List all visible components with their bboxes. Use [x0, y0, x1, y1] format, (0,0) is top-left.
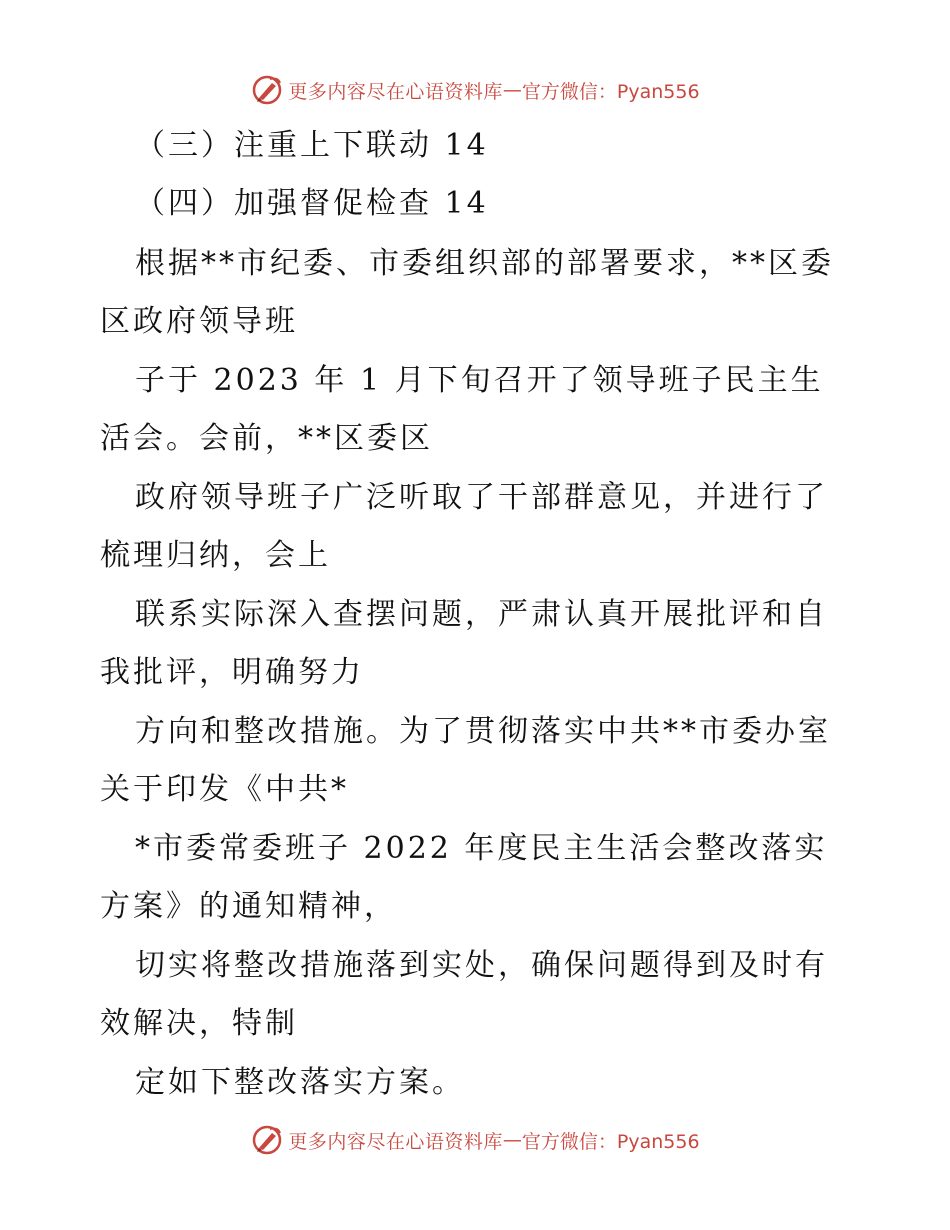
body-line: 我批评，明确努力 — [100, 655, 364, 690]
body-line: 梳理归纳，会上 — [100, 538, 331, 573]
body-line: 联系实际深入查摆问题，严肃认真开展批评和自 — [135, 597, 828, 632]
watermark-text: 更多内容尽在心语资料库 — [288, 1130, 503, 1153]
footer-watermark — [0, 1122, 950, 1158]
pen-in-circle-icon — [250, 1123, 284, 1157]
watermark-dash: — — [502, 1129, 522, 1151]
body-line: 方向和整改措施。为了贯彻落实中共**市委办室 — [135, 714, 831, 749]
toc-item: （四）加强督促检查 14 — [135, 186, 489, 221]
body-line: 方案》的通知精神， — [100, 889, 397, 924]
body-line: 定如下整改落实方案。 — [135, 1065, 465, 1100]
watermark-contact: 官方微信：Pyan556 — [521, 80, 700, 103]
header-watermark — [0, 72, 950, 108]
pen-in-circle-icon — [250, 73, 284, 107]
body-line: 关于印发《中共* — [100, 772, 349, 807]
body-line: 活会。会前，**区委区 — [100, 421, 433, 456]
watermark-text: 更多内容尽在心语资料库 — [288, 80, 503, 103]
toc-item: （三）注重上下联动 14 — [135, 128, 489, 163]
body-line: 区政府领导班 — [100, 304, 298, 339]
watermark-dash: — — [502, 79, 522, 101]
body-line: *市委常委班子 2022 年度民主生活会整改落实 — [135, 831, 828, 866]
body-line: 子于 2023 年 1 月下旬召开了领导班子民主生 — [135, 363, 824, 398]
body-line: 切实将整改措施落到实处，确保问题得到及时有 — [135, 948, 828, 983]
body-line: 政府领导班子广泛听取了干部群意见，并进行了 — [135, 480, 828, 515]
body-line: 效解决，特制 — [100, 1006, 298, 1041]
body-line: 根据**市纪委、市委组织部的部署要求，**区委 — [135, 246, 834, 281]
watermark-contact: 官方微信：Pyan556 — [521, 1130, 700, 1153]
